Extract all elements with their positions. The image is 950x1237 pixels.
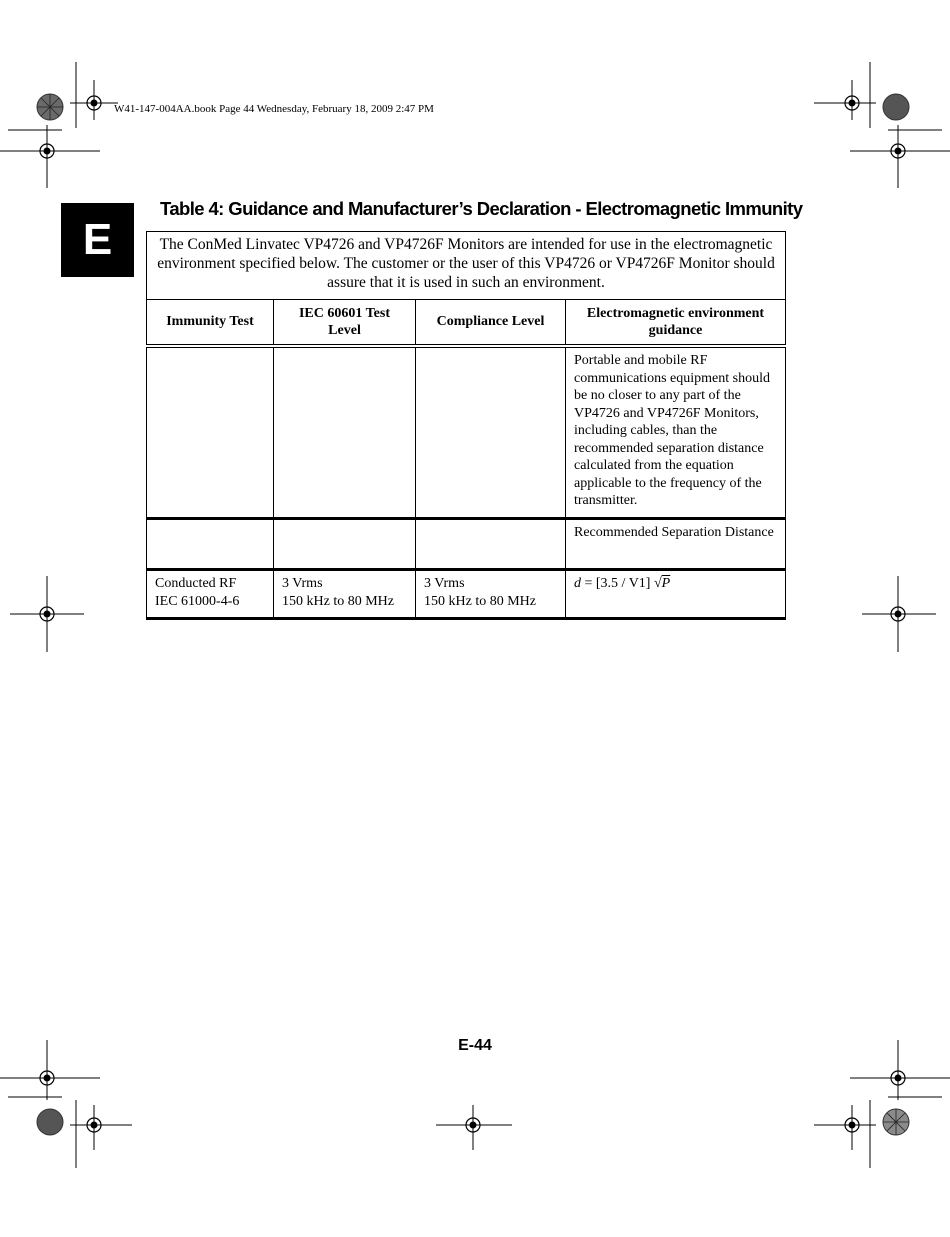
separation-formula: d = [3.5 / V1] √P — [566, 570, 786, 619]
column-header: Compliance Level — [416, 300, 566, 347]
column-header: Immunity Test — [147, 300, 274, 347]
table-header-row — [147, 300, 786, 347]
immunity-test-cell: Conducted RF IEC 61000-4-6 — [147, 570, 274, 619]
section-tab: E — [61, 203, 134, 277]
page-number: E-44 — [458, 1037, 492, 1054]
compliance-level-cell: 3 Vrms 150 kHz to 80 MHz — [416, 570, 566, 619]
table-row — [147, 346, 786, 519]
table-title: Table 4: Guidance and Manufacturer’s Declaration - Electromagnetic Immunity — [160, 198, 803, 219]
immunity-table — [146, 231, 785, 624]
table-intro-row — [147, 232, 786, 300]
table-intro: The ConMed Linvatec VP4726 and VP4726F Monitors are intended for use in the electromagnetic environment specified below. The customer or the user of this VP4726 or VP4726F Monitor should assure that it is used in such an environment. — [147, 232, 786, 300]
test-level-cell: 3 Vrms 150 kHz to 80 MHz — [274, 570, 416, 619]
guidance-text: Portable and mobile RF communications equipment should be no closer to any part of the VP4726 and VP4726F Monitors, including cables, than the recommended separation distance calculated from the equation applicable to the frequency of the transmitter. — [566, 346, 786, 519]
column-header: Electromagnetic environment guidance — [566, 300, 786, 347]
table-row — [147, 570, 786, 619]
book-info-header: W41-147-004AA.book Page 44 Wednesday, February 18, 2009 2:47 PM — [114, 103, 434, 115]
table-row — [147, 519, 786, 570]
separation-label: Recommended Separation Distance — [566, 519, 786, 570]
column-header: IEC 60601 Test Level — [274, 300, 416, 347]
